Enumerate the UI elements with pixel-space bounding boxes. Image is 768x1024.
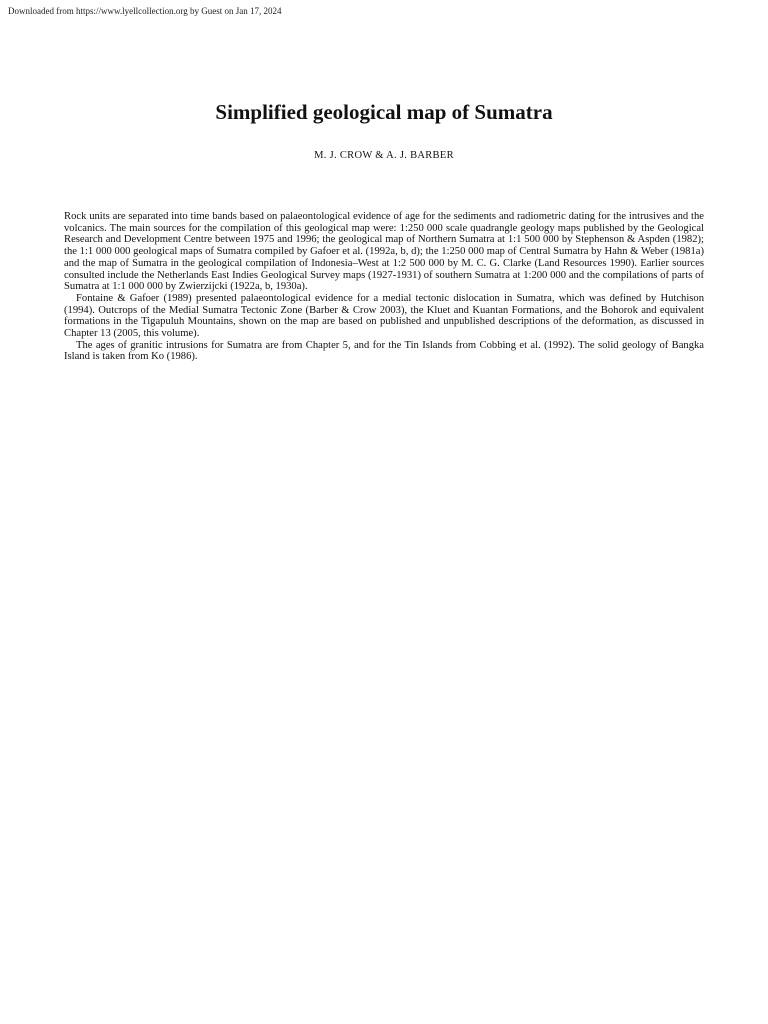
- paragraph: Fontaine & Gafoer (1989) presented palaeontological evidence for a medial tectonic dislocation in Sumatra, which was defined by Hutchison (1994). Outcrops of the Medial Sumatra Tectonic Zone (Barber & Crow 2003), the Kluet and Kuantan Formations, and the Bohorok and equivalent formations in the Tigapuluh Mountains, shown on the map are based on published and unpublished descriptions of the deformation, as discussed in Chapter 13 (2005, this volume).: [64, 292, 704, 340]
- paragraph: Rock units are separated into time bands based on palaeontological evidence of age for the sediments and radiometric dating for the intrusives and the volcanics. The main sources for the compilation of this geological map were: 1:250 000 scale quadrangle geology maps published by the Geological Research and Development Centre between 1975 and 1996; the geological map of Northern Sumatra at 1:1 500 000 by Stephenson & Aspden (1982); the 1:1 000 000 geological maps of Sumatra compiled by Gafoer et al. (1992a, b, d); the 1:250 000 map of Central Sumatra by Hahn & Weber (1981a) and the map of Sumatra in the geological compilation of Indonesia–West at 1:2 500 000 by M. C. G. Clarke (Land Resources 1990). Earlier sources consulted include the Netherlands East Indies Geological Survey maps (1927-1931) of southern Sumatra at 1:200 000 and the compilations of parts of Sumatra at 1:1 000 000 by Zwierzijcki (1922a, b, 1930a).: [64, 211, 704, 293]
- author-line: M. J. CROW & A. J. BARBER: [314, 150, 454, 161]
- body-text: [64, 211, 704, 363]
- download-watermark: Downloaded from https://www.lyellcollection.org by Guest on Jan 17, 2024: [8, 6, 282, 16]
- page-title: Simplified geological map of Sumatra: [215, 100, 553, 124]
- paragraph: The ages of granitic intrusions for Sumatra are from Chapter 5, and for the Tin Islands from Cobbing et al. (1992). The solid geology of Bangka Island is taken from Ko (1986).: [64, 339, 704, 363]
